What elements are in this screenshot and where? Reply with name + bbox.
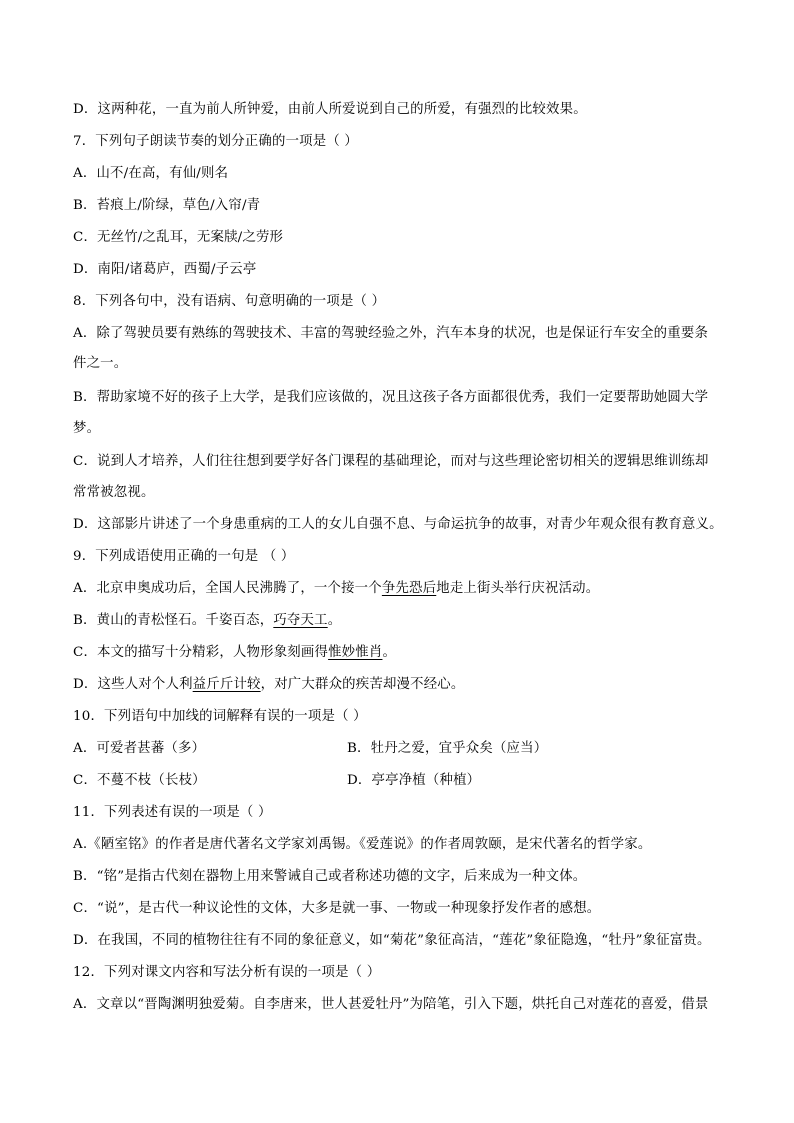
options-10-row2 — [73, 773, 733, 789]
option-9c-text: C．本文的描写十分精彩，人物形象刻画得 — [73, 645, 329, 660]
option-7d: D．南阳/诸葛庐，西蜀/子云亭 — [73, 262, 257, 277]
underlined-idiom: 益斤斤计较 — [192, 677, 261, 692]
option-8d: D．这部影片讲述了一个身患重病的工人的女儿自强不息、与命运抗争的故事，对青少年观众很有教育意义。 — [73, 517, 723, 532]
question-12: 12．下列对课文内容和写法分析有误的一项是（ ） — [73, 965, 381, 980]
option-9d-text: D．这些人对个人利 — [73, 677, 193, 692]
option-10b: B．牡丹之爱，宜乎众矣（应当） — [347, 741, 548, 756]
option-8a-line2: 件之一。 — [73, 356, 128, 371]
underlined-idiom: 惟妙惟肖 — [328, 645, 383, 660]
question-7: 7．下列句子朗读节奏的划分正确的一项是（ ） — [73, 134, 358, 149]
option-9a-text: A．北京申奥成功后，全国人民沸腾了，一个接一个 — [73, 581, 382, 596]
option-9d-text-end: ，对广大群众的疾苦却漫不经心。 — [260, 677, 465, 692]
option-7a: A．山不/在高，有仙/则名 — [73, 166, 229, 181]
option-8c-line1: C．说到人才培养，人们往往想到要学好各门课程的基础理论，而对与这些理论密切相关的逻辑思维训练却 — [73, 454, 709, 469]
option-10a: A．可爱者甚蕃（多） — [73, 741, 206, 756]
option-9a — [73, 581, 733, 597]
option-9b-text: B．黄山的青松怪石。千姿百态， — [73, 613, 274, 628]
option-9d — [73, 677, 733, 693]
option-8c-line2: 常常被忽视。 — [73, 485, 155, 500]
underlined-idiom: 争先恐后 — [381, 581, 437, 596]
option-6d: D．这两种花，一直为前人所钟爱，由前人所爱说到自己的所爱，有强烈的比较效果。 — [73, 102, 587, 117]
option-10d: D．亭亭净植（种植） — [347, 773, 481, 788]
option-10c: C．不蔓不枝（长枝） — [73, 773, 206, 788]
question-8: 8．下列各句中，没有语病、句意明确的一项是（ ） — [73, 294, 386, 309]
option-9b-text-end: 。 — [327, 613, 342, 628]
option-11d: D．在我国，不同的植物往往有不同的象征意义，如“菊花”象征高洁，“莲花”象征隐逸，“牡丹”象征富贵。 — [73, 933, 711, 948]
option-9a-text-end: 地走上街头举行庆祝活动。 — [436, 581, 600, 596]
option-9c-text-end: 。 — [382, 645, 397, 660]
question-11: 11．下列表述有误的一项是（ ） — [73, 805, 272, 820]
option-8a-line1: A．除了驾驶员要有熟练的驾驶技术、丰富的驾驶经验之外，汽车本身的状况，也是保证行车安全的重要条 — [73, 326, 709, 341]
option-8b-line1: B．帮助家境不好的孩子上大学，是我们应该做的，况且这孩子各方面都很优秀，我们一定要帮助她圆大学 — [73, 390, 709, 405]
option-9b — [73, 613, 733, 629]
question-10: 10．下列语句中加线的词解释有误的一项是（ ） — [73, 709, 367, 724]
option-11b: B．“铭”是指古代刻在器物上用来警诫自己或者称述功德的文字，后来成为一种文体。 — [73, 869, 587, 884]
option-9c — [73, 645, 733, 661]
option-8b-line2: 梦。 — [73, 421, 101, 436]
option-11a: A.《陋室铭》的作者是唐代著名文学家刘禹锡。《爱莲说》的作者周敦颐，是宋代著名的哲学家。 — [73, 837, 652, 852]
option-7c: C．无丝竹/之乱耳，无案牍/之劳形 — [73, 230, 284, 245]
option-7b: B．苔痕上/阶绿，草色/入帘/青 — [73, 198, 261, 213]
question-9: 9．下列成语使用正确的一句是 （ ） — [73, 549, 295, 564]
options-10-row1 — [73, 741, 733, 757]
option-12a-line1: A．文章以“晋陶渊明独爱菊。自李唐来，世人甚爱牡丹”为陪笔，引入下题，烘托自己对莲花的喜爱，借景 — [73, 997, 709, 1012]
underlined-idiom: 巧夺天工 — [273, 613, 328, 628]
option-11c: C．“说”，是古代一种议论性的文体，大多是就一事、一物或一种现象抒发作者的感想。 — [73, 901, 601, 916]
